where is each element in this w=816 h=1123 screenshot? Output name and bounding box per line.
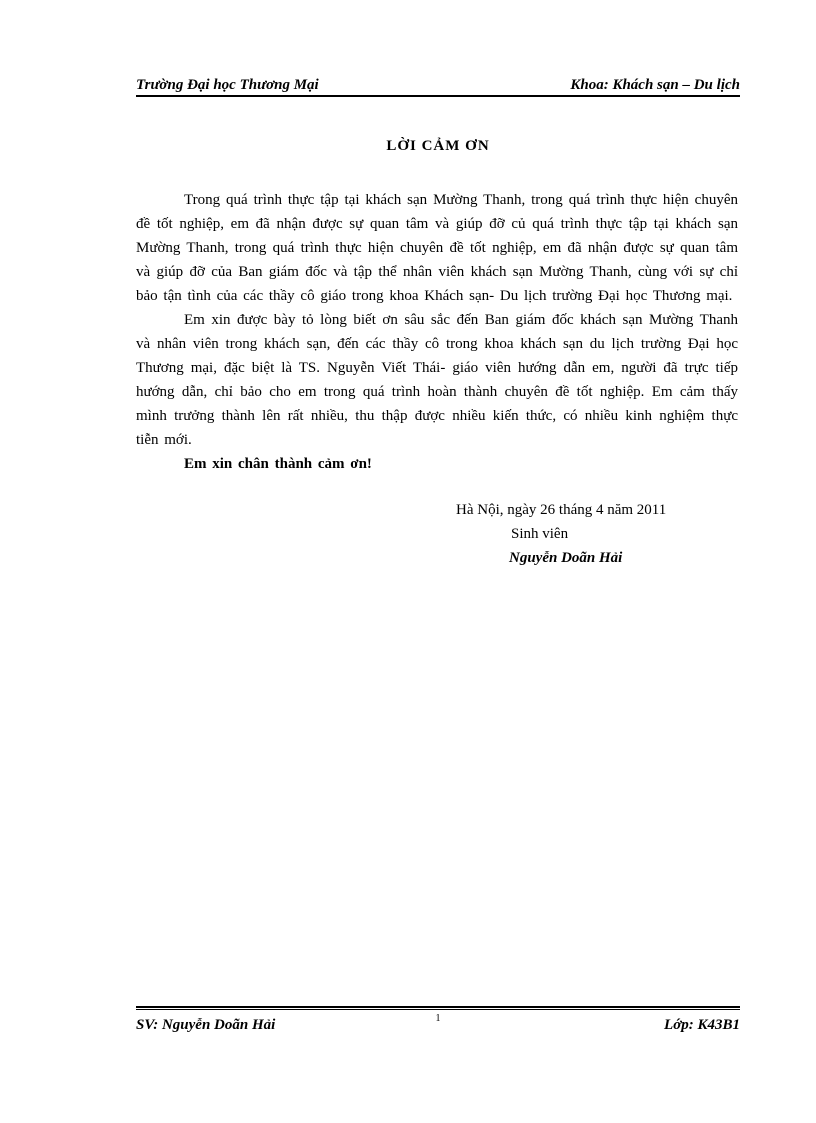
page-header [136,76,740,94]
document-body [136,188,738,476]
signature-date: Hà Nội, ngày 26 tháng 4 năm 2011 [456,502,667,518]
signature-role: Sinh viên [511,526,569,542]
header-school: Trường Đại học Thương Mại [136,77,319,93]
page-number: 1 [435,1013,441,1024]
signature-block [440,498,710,570]
closing-line: Em xin chân thành cảm ơn! [184,456,372,472]
page-footer [136,1013,740,1034]
header-divider [136,95,740,97]
signature-name: Nguyễn Doãn Hải [509,550,623,566]
header-faculty: Khoa: Khách sạn – Du lịch [570,77,740,93]
footer-class: Lớp: K43B1 [664,1017,740,1033]
paragraph-2: Em xin được bày tỏ lòng biết ơn sâu sắc đến Ban giám đốc khách sạn Mường Thanh và nhân viên trong khách sạn, đến các thầy cô trong khoa khách sạn du lịch trường Đại học Thương mại, đặc biệt là TS. Nguyễn Viết Thái- giáo viên hướng dẫn em, người đã trực tiếp hướng dẫn, chỉ bảo cho em trong quá trình hoàn thành chuyên đề tốt nghiệp. Em cảm thấy mình trưởng thành lên rất nhiều, thu thập được nhiều kiến thức, có nhiều kinh nghiệm thực tiễn mới. [136,312,738,448]
page-title: LỜI CẢM ƠN [386,138,490,154]
footer-student: SV: Nguyễn Doãn Hải [136,1017,276,1033]
paragraph-1: Trong quá trình thực tập tại khách sạn Mường Thanh, trong quá trình thực hiện chuyên đề tốt nghiệp, em đã nhận được sự quan tâm và giúp đỡ củ quá trình thực tập tại khách sạn Mường Thanh, trong quá trình thực hiện chuyên đề tốt nghiệp, em đã nhận được sự quan tâm và giúp đỡ của Ban giám đốc và tập thể nhân viên khách sạn Mường Thanh, cùng với sự chỉ bảo tận tình của các thầy cô giáo trong khoa Khách sạn- Du lịch trường Đại học Thương mại. [136,192,738,304]
